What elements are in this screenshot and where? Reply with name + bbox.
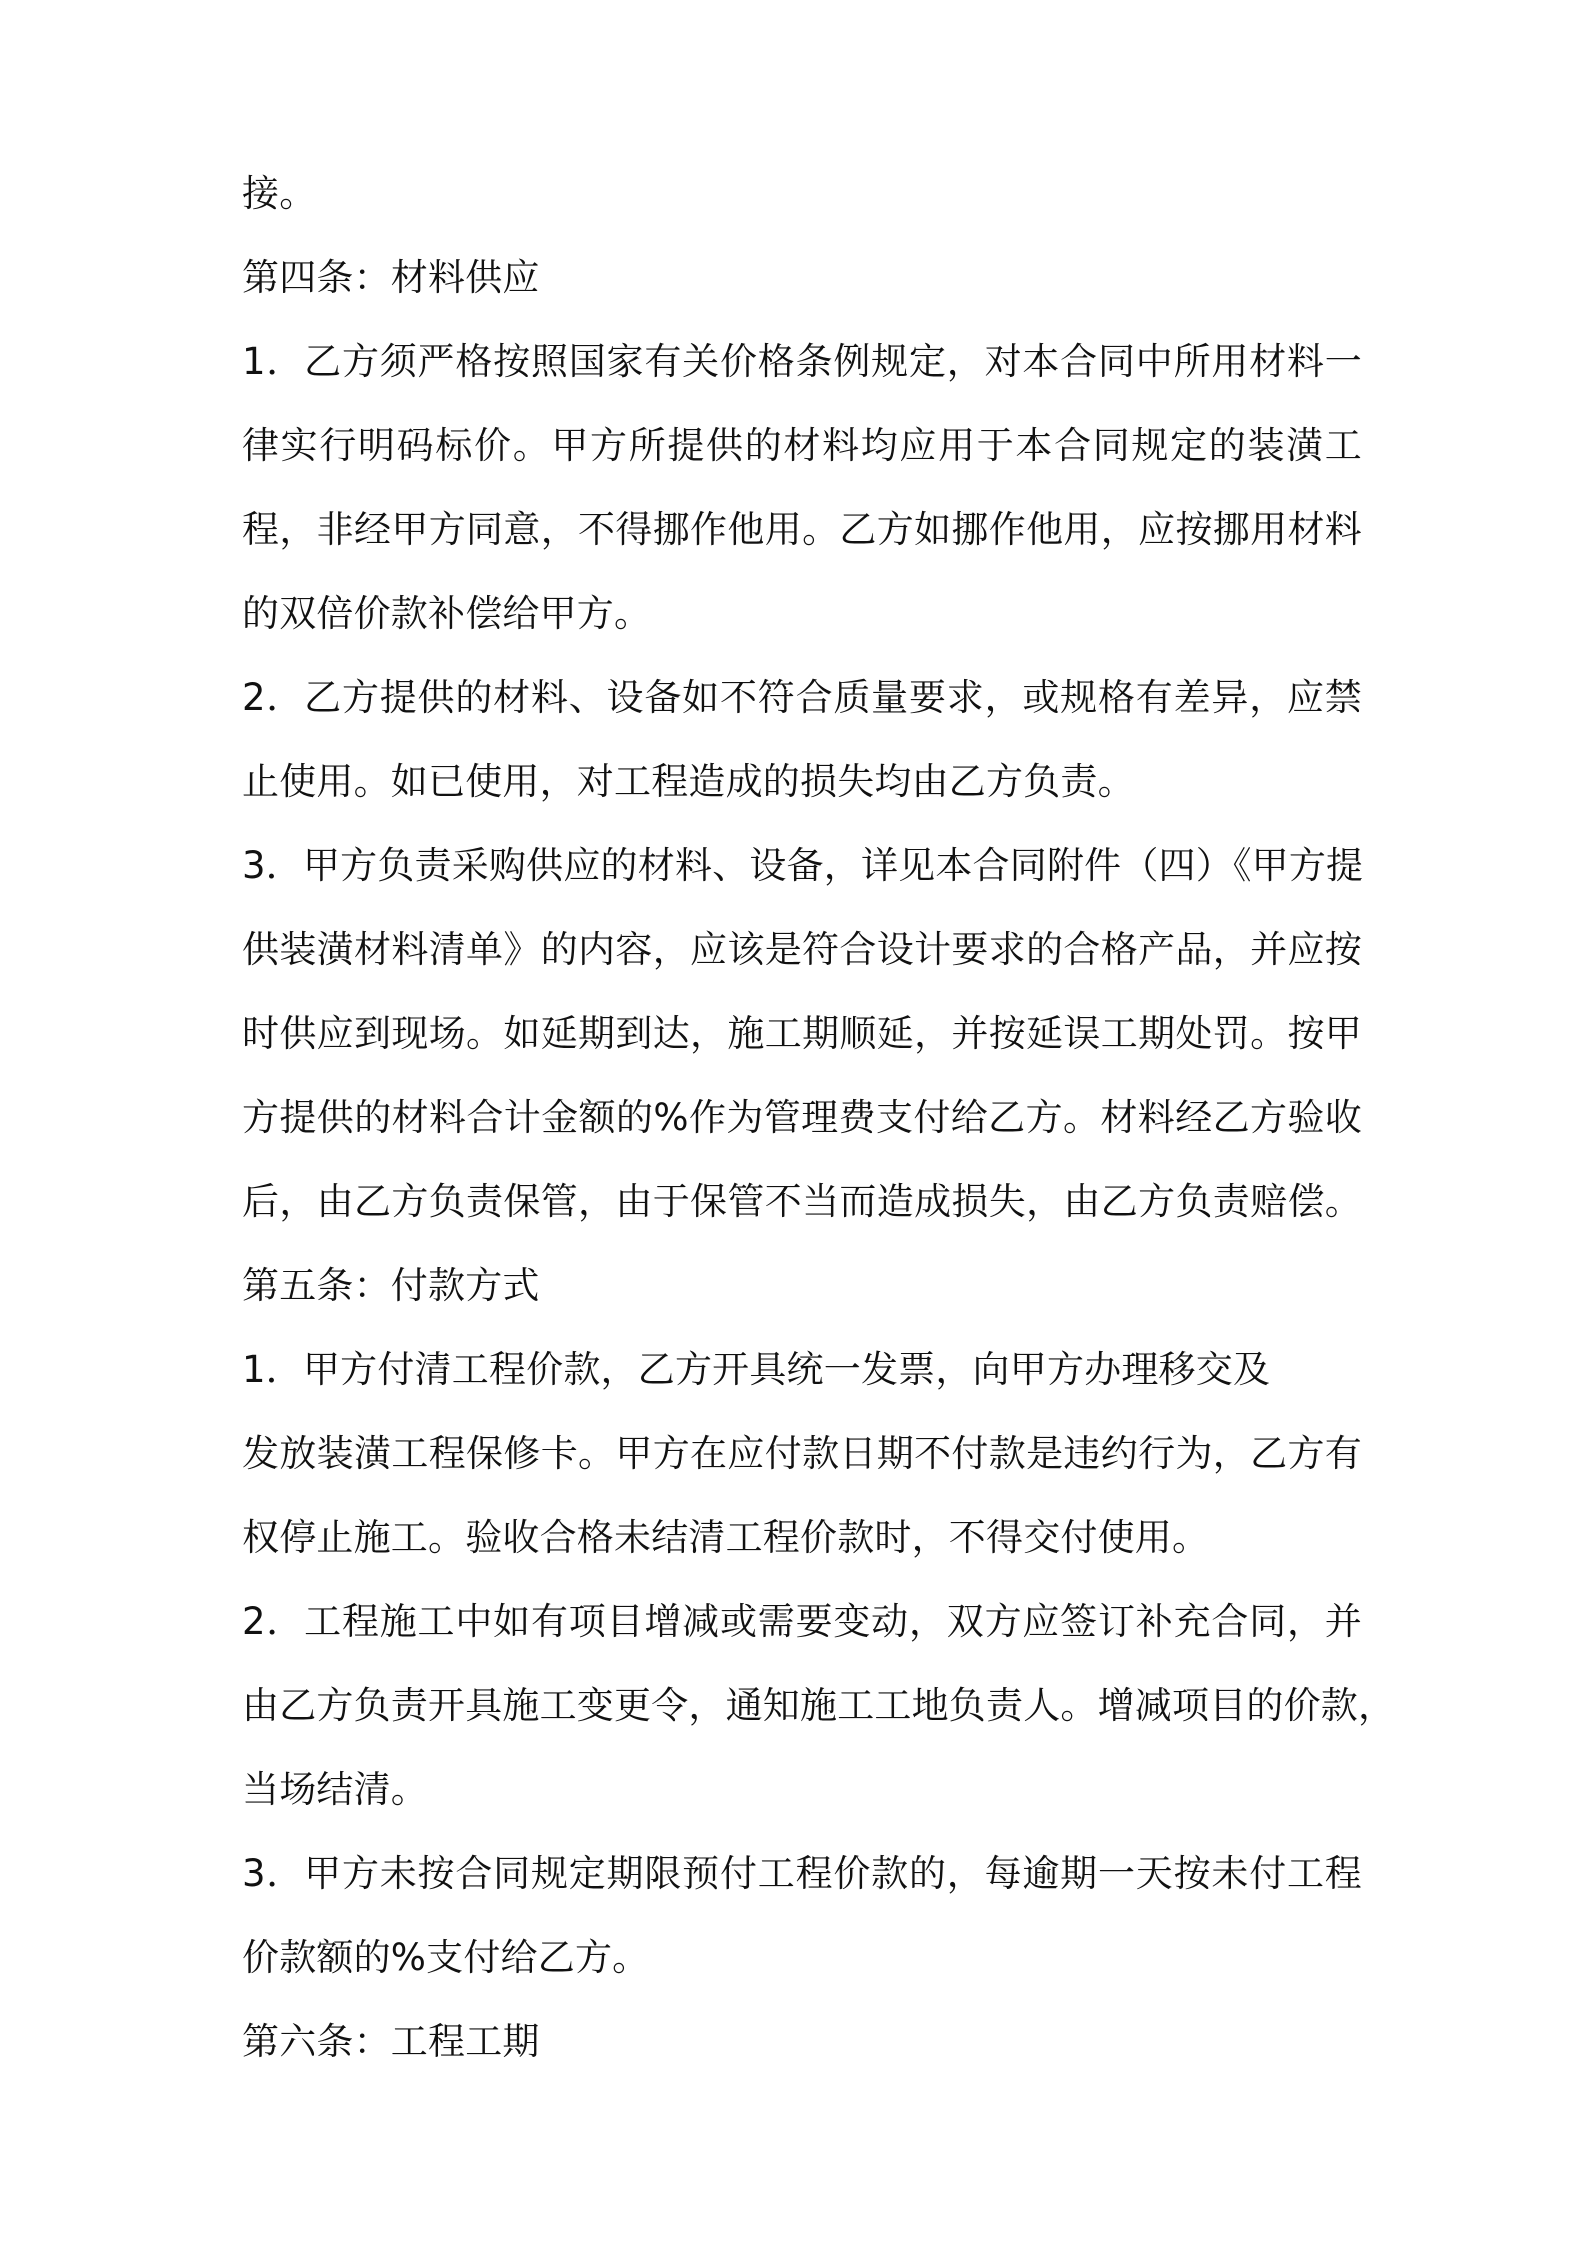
text-line: 时供应到现场。如延期到达，施工期顺延，并按延误工期处罚。按甲 (242, 1012, 1362, 1055)
text-line: 2．乙方提供的材料、设备如不符合质量要求，或规格有差异，应禁 (242, 676, 1362, 719)
text-line: 发放装潢工程保修卡。甲方在应付款日期不付款是违约行为，乙方有 (242, 1432, 1362, 1475)
text-line: 的双倍价款补偿给甲方。 (242, 592, 652, 635)
section-heading-payment: 第五条：付款方式 (242, 1264, 540, 1307)
text-line: 程，非经甲方同意，不得挪作他用。乙方如挪作他用，应按挪用材料 (242, 508, 1362, 551)
text-line: 3．甲方负责采购供应的材料、设备，详见本合同附件（四）《甲方提 (242, 844, 1364, 887)
text-line: 后，由乙方负责保管，由于保管不当而造成损失，由乙方负责赔偿。 (242, 1180, 1362, 1223)
text-line: 当场结清。 (242, 1768, 428, 1811)
text-line: 由乙方负责开具施工变更令，通知施工工地负责人。增减项目的价款， (242, 1684, 1396, 1727)
contract-body-text (242, 152, 1396, 2084)
text-line: 2．工程施工中如有项目增减或需要变动，双方应签订补充合同，并 (242, 1600, 1362, 1643)
text-line: 律实行明码标价。甲方所提供的材料均应用于本合同规定的装潢工 (242, 424, 1362, 467)
text-line: 价款额的%支付给乙方。 (242, 1936, 650, 1979)
text-line: 3．甲方未按合同规定期限预付工程价款的，每逾期一天按未付工程 (242, 1852, 1362, 1895)
section-heading-schedule: 第六条：工程工期 (242, 2020, 540, 2063)
section-heading-materials: 第四条：材料供应 (242, 256, 540, 299)
text-line: 1．乙方须严格按照国家有关价格条例规定，对本合同中所用材料一 (242, 340, 1362, 383)
text-line: 供装潢材料清单》的内容，应该是符合设计要求的合格产品，并应按 (242, 928, 1362, 971)
text-line: 方提供的材料合计金额的%作为管理费支付给乙方。材料经乙方验收 (242, 1096, 1362, 1139)
text-line: 止使用。如已使用，对工程造成的损失均由乙方负责。 (242, 760, 1135, 803)
text-line: 接。 (242, 172, 317, 215)
text-line: 1．甲方付清工程价款，乙方开具统一发票，向甲方办理移交及 (242, 1348, 1271, 1391)
text-line: 权停止施工。验收合格未结清工程价款时，不得交付使用。 (242, 1516, 1210, 1559)
